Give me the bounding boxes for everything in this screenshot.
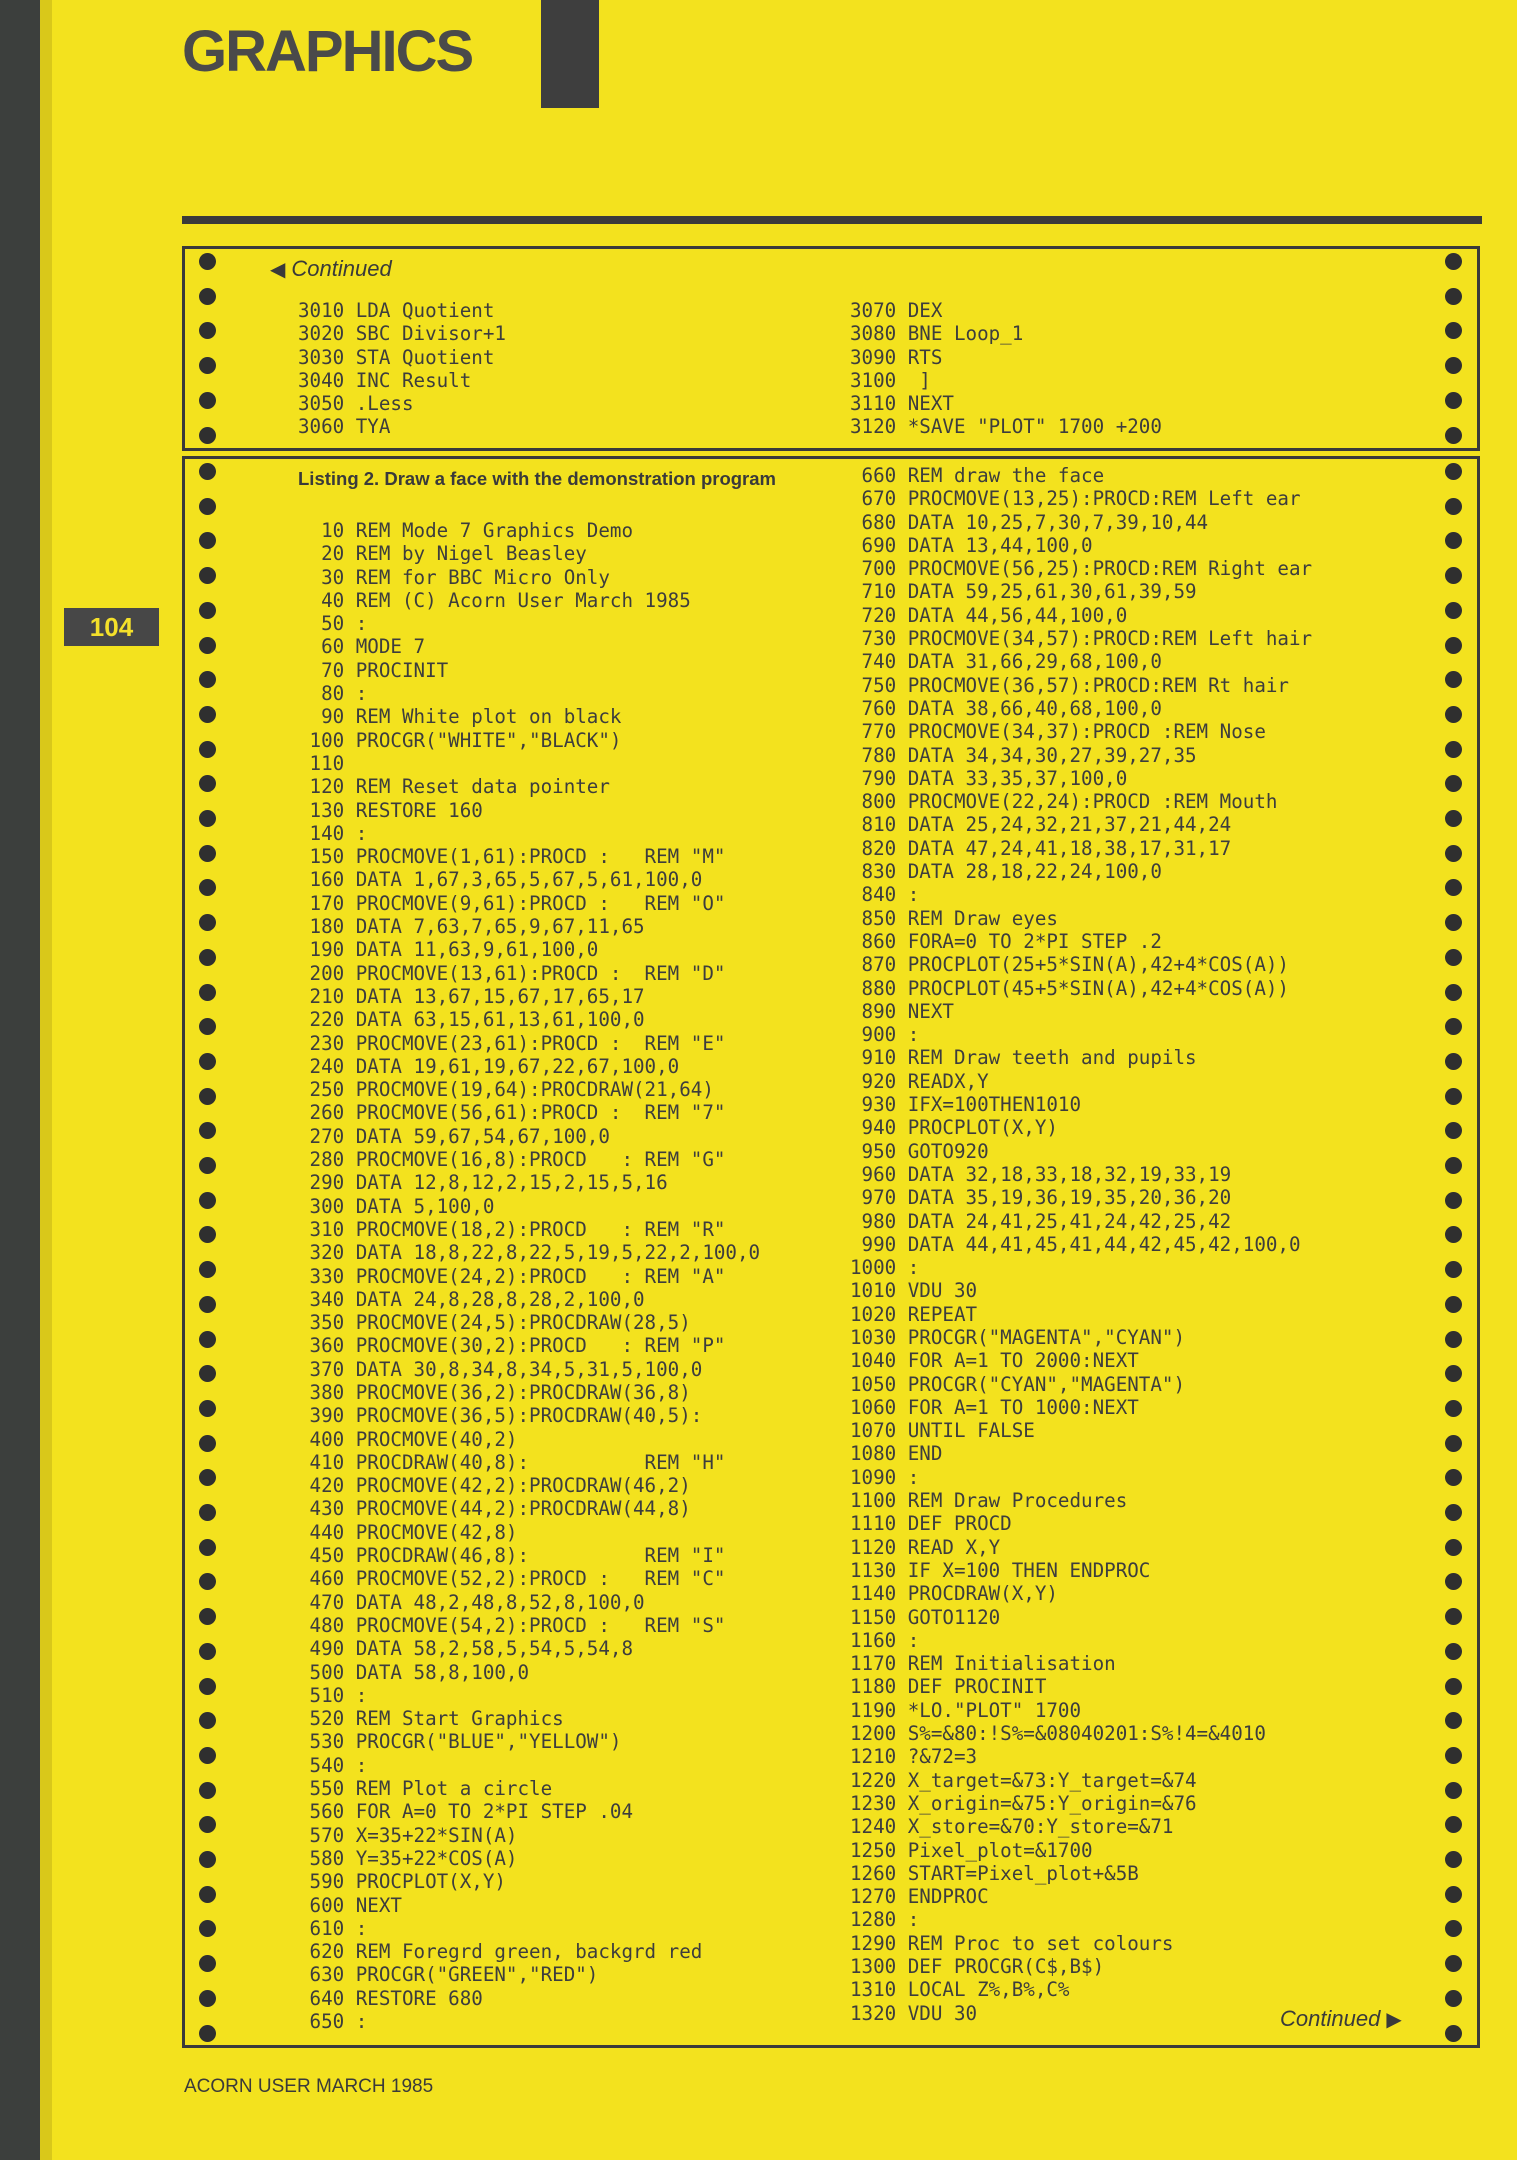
code-line: 210 DATA 13,67,15,67,17,65,17 — [298, 984, 645, 1008]
code-line: 1130 IF X=100 THEN ENDPROC — [850, 1558, 1151, 1582]
code-line: 20 REM by Nigel Beasley — [298, 542, 587, 566]
code-line: 530 PROCGR("BLUE","YELLOW") — [298, 1730, 622, 1754]
code-line: 280 PROCMOVE(16,8):PROCD : REM "G" — [298, 1148, 726, 1172]
sprocket-hole — [199, 914, 216, 931]
continued-from-previous: ◀ Continued — [270, 256, 392, 281]
code-line: 1320 VDU 30 — [850, 2001, 978, 2025]
sprocket-hole — [1445, 463, 1462, 480]
code-line: 480 PROCMOVE(54,2):PROCD : REM "S" — [298, 1613, 726, 1637]
sprocket-hole — [1445, 1261, 1462, 1278]
code-line: 380 PROCMOVE(36,2):PROCDRAW(36,8) — [298, 1380, 691, 1404]
code-line: 1150 GOTO1120 — [850, 1605, 1001, 1629]
sprocket-hole — [1445, 1018, 1462, 1035]
code-line: 330 PROCMOVE(24,2):PROCD : REM "A" — [298, 1264, 726, 1288]
code-line: 3100 ] — [850, 368, 931, 392]
code-line: 1170 REM Initialisation — [850, 1652, 1116, 1676]
sprocket-hole — [1445, 845, 1462, 862]
code-line: 800 PROCMOVE(22,24):PROCD :REM Mouth — [850, 790, 1278, 814]
sprocket-hole — [199, 775, 216, 792]
sprocket-hole — [1445, 1539, 1462, 1556]
sprocket-hole — [1445, 288, 1462, 305]
sprocket-hole — [199, 949, 216, 966]
sprocket-hole — [1445, 637, 1462, 654]
sprocket-hole — [199, 567, 216, 584]
code-line: 250 PROCMOVE(19,64):PROCDRAW(21,64) — [298, 1078, 714, 1102]
code-line: 360 PROCMOVE(30,2):PROCD : REM "P" — [298, 1334, 726, 1358]
code-line: 390 PROCMOVE(36,5):PROCDRAW(40,5): — [298, 1404, 703, 1428]
sprocket-hole — [1445, 1608, 1462, 1625]
sprocket-hole — [199, 392, 216, 409]
sprocket-hole — [199, 463, 216, 480]
code-line: 1060 FOR A=1 TO 1000:NEXT — [850, 1395, 1139, 1419]
sprocket-hole — [1445, 1816, 1462, 1833]
sprocket-hole — [199, 1712, 216, 1729]
code-line: 400 PROCMOVE(40,2) — [298, 1427, 518, 1451]
code-line: 890 NEXT — [850, 999, 954, 1023]
sprocket-hole — [1445, 1851, 1462, 1868]
sprocket-hole — [199, 427, 216, 444]
sprocket-hole — [199, 2025, 216, 2042]
code-line: 310 PROCMOVE(18,2):PROCD : REM "R" — [298, 1217, 726, 1241]
code-line: 690 DATA 13,44,100,0 — [850, 533, 1093, 557]
code-line: 600 NEXT — [298, 1893, 402, 1917]
code-line: 1020 REPEAT — [850, 1302, 978, 1326]
sprocket-hole — [1445, 671, 1462, 688]
code-line: 140 : — [298, 821, 368, 845]
sprocket-hole — [199, 741, 216, 758]
code-line: 150 PROCMOVE(1,61):PROCD : REM "M" — [298, 845, 726, 869]
sprocket-hole — [199, 1816, 216, 1833]
code-line: 1000 : — [850, 1256, 920, 1280]
code-line: 290 DATA 12,8,12,2,15,2,15,5,16 — [298, 1171, 668, 1195]
code-line: 80 : — [298, 682, 368, 706]
sprocket-hole — [199, 1296, 216, 1313]
sprocket-hole — [199, 1157, 216, 1174]
code-line: 230 PROCMOVE(23,61):PROCD : REM "E" — [298, 1031, 726, 1055]
code-line: 370 DATA 30,8,34,8,34,5,31,5,100,0 — [298, 1357, 703, 1381]
code-line: 900 : — [850, 1023, 920, 1047]
sprocket-hole — [1445, 1678, 1462, 1695]
code-line: 660 REM draw the face — [850, 464, 1105, 487]
code-line: 680 DATA 10,25,7,30,7,39,10,44 — [850, 510, 1209, 534]
code-column-left — [298, 519, 760, 2033]
sprocket-hole — [1445, 532, 1462, 549]
sprocket-hole — [199, 1435, 216, 1452]
code-line: 3070 DEX — [850, 299, 943, 322]
code-line: 560 FOR A=0 TO 2*PI STEP .04 — [298, 1800, 634, 1824]
code-line: 240 DATA 19,61,19,67,22,67,100,0 — [298, 1054, 680, 1078]
sprocket-hole — [1445, 1226, 1462, 1243]
code-line: 1250 Pixel_plot=&1700 — [850, 1838, 1093, 1862]
code-line: 70 PROCINIT — [298, 658, 449, 682]
code-line: 710 DATA 59,25,61,30,61,39,59 — [850, 580, 1197, 604]
code-line: 90 REM White plot on black — [298, 705, 622, 729]
sprocket-hole — [199, 1608, 216, 1625]
code-line: 3080 BNE Loop_1 — [850, 322, 1024, 346]
code-line: 100 PROCGR("WHITE","BLACK") — [298, 728, 622, 752]
header-rule — [182, 216, 1482, 224]
code-line: 3120 *SAVE "PLOT" 1700 +200 — [850, 415, 1162, 439]
sprocket-holes-left — [199, 459, 219, 2045]
sprocket-hole — [199, 1851, 216, 1868]
code-line: 1070 UNTIL FALSE — [850, 1419, 1035, 1443]
code-line: 960 DATA 32,18,33,18,32,19,33,19 — [850, 1162, 1232, 1186]
code-line: 260 PROCMOVE(56,61):PROCD : REM "7" — [298, 1101, 726, 1125]
code-line: 3060 TYA — [298, 415, 391, 439]
code-line: 340 DATA 24,8,28,8,28,2,100,0 — [298, 1287, 645, 1311]
code-line: 1220 X_target=&73:Y_target=&74 — [850, 1768, 1197, 1792]
code-line: 1200 S%=&80:!S%=&08040201:S%!4=&4010 — [850, 1722, 1266, 1746]
code-line: 60 MODE 7 — [298, 635, 426, 659]
sprocket-hole — [199, 1573, 216, 1590]
code-line: 40 REM (C) Acorn User March 1985 — [298, 588, 691, 612]
code-line: 410 PROCDRAW(40,8): REM "H" — [298, 1450, 726, 1474]
sprocket-hole — [1445, 1331, 1462, 1348]
sprocket-hole — [1445, 1400, 1462, 1417]
sprocket-hole — [199, 532, 216, 549]
code-line: 810 DATA 25,24,32,21,37,21,44,24 — [850, 813, 1232, 837]
sprocket-holes-right — [1445, 459, 1465, 2045]
code-line: 3050 .Less — [298, 392, 414, 416]
code-line: 460 PROCMOVE(52,2):PROCD : REM "C" — [298, 1567, 726, 1591]
sprocket-hole — [199, 1643, 216, 1660]
sprocket-hole — [1445, 741, 1462, 758]
code-line: 520 REM Start Graphics — [298, 1707, 564, 1731]
code-line: 1090 : — [850, 1465, 920, 1489]
sprocket-hole — [199, 288, 216, 305]
listing-title: Listing 2. Draw a face with the demonstration program — [298, 468, 776, 489]
sprocket-hole — [199, 1192, 216, 1209]
code-line: 1040 FOR A=1 TO 2000:NEXT — [850, 1349, 1139, 1373]
code-line: 190 DATA 11,63,9,61,100,0 — [298, 938, 599, 962]
sprocket-hole — [1445, 322, 1462, 339]
sprocket-hole — [199, 1400, 216, 1417]
sprocket-hole — [1445, 1365, 1462, 1382]
sprocket-hole — [1445, 1157, 1462, 1174]
code-line: 440 PROCMOVE(42,8) — [298, 1520, 518, 1544]
code-line: 160 DATA 1,67,3,65,5,67,5,61,100,0 — [298, 868, 703, 892]
code-column-right — [850, 464, 1312, 2025]
right-arrow-icon: ▶ — [1386, 2009, 1402, 2031]
sprocket-hole — [199, 1990, 216, 2007]
sprocket-hole — [1445, 1192, 1462, 1209]
code-line: 610 : — [298, 1916, 368, 1940]
code-line: 200 PROCMOVE(13,61):PROCD : REM "D" — [298, 961, 726, 985]
code-line: 1300 DEF PROCGR(C$,B$) — [850, 1955, 1105, 1978]
code-line: 220 DATA 63,15,61,13,61,100,0 — [298, 1008, 645, 1032]
code-line: 110 — [298, 751, 345, 775]
code-line: 270 DATA 59,67,54,67,100,0 — [298, 1124, 610, 1148]
sprocket-hole — [1445, 1886, 1462, 1903]
sprocket-hole — [199, 1088, 216, 1105]
code-line: 920 READX,Y — [850, 1069, 989, 1093]
sprocket-holes-right — [1445, 249, 1465, 448]
code-line: 1240 X_store=&70:Y_store=&71 — [850, 1815, 1174, 1839]
sprocket-hole — [199, 1261, 216, 1278]
code-line: 910 REM Draw teeth and pupils — [850, 1046, 1197, 1070]
code-line: 760 DATA 38,66,40,68,100,0 — [850, 696, 1162, 720]
code-line: 670 PROCMOVE(13,25):PROCD:REM Left ear — [850, 487, 1301, 511]
header-block — [541, 0, 599, 108]
code-line: 1230 X_origin=&75:Y_origin=&76 — [850, 1791, 1197, 1815]
sprocket-hole — [1445, 1573, 1462, 1590]
code-line: 10 REM Mode 7 Graphics Demo — [298, 519, 634, 542]
sprocket-hole — [199, 1886, 216, 1903]
code-line: 50 : — [298, 612, 368, 636]
sprocket-hole — [199, 1539, 216, 1556]
code-line: 1010 VDU 30 — [850, 1279, 978, 1303]
sprocket-hole — [1445, 949, 1462, 966]
sprocket-hole — [199, 984, 216, 1001]
code-line: 120 REM Reset data pointer — [298, 775, 610, 799]
code-line: 640 RESTORE 680 — [298, 1986, 483, 2010]
sprocket-hole — [1445, 498, 1462, 515]
code-line: 550 REM Plot a circle — [298, 1777, 553, 1801]
code-line: 590 PROCPLOT(X,Y) — [298, 1870, 506, 1894]
sprocket-hole — [1445, 984, 1462, 1001]
sprocket-hole — [1445, 1088, 1462, 1105]
footer-issue: ACORN USER MARCH 1985 — [184, 2076, 434, 2097]
sprocket-holes-left — [199, 249, 219, 448]
code-line: 870 PROCPLOT(25+5*SIN(A),42+4*COS(A)) — [850, 953, 1289, 977]
code-line: 3020 SBC Divisor+1 — [298, 322, 506, 346]
sprocket-hole — [199, 1469, 216, 1486]
sprocket-hole — [1445, 1504, 1462, 1521]
code-column-top-left — [298, 299, 506, 439]
sprocket-hole — [1445, 602, 1462, 619]
sprocket-hole — [1445, 810, 1462, 827]
code-line: 420 PROCMOVE(42,2):PROCDRAW(46,2) — [298, 1474, 691, 1498]
code-line: 1160 : — [850, 1628, 920, 1652]
code-line: 1050 PROCGR("CYAN","MAGENTA") — [850, 1372, 1186, 1396]
sprocket-hole — [1445, 1920, 1462, 1937]
sprocket-hole — [199, 1955, 216, 1972]
sprocket-hole — [199, 1920, 216, 1937]
code-line: 30 REM for BBC Micro Only — [298, 565, 610, 589]
code-line: 970 DATA 35,19,36,19,35,20,36,20 — [850, 1186, 1232, 1210]
sprocket-hole — [1445, 253, 1462, 270]
code-line: 1110 DEF PROCD — [850, 1512, 1012, 1536]
page-number: 104 — [64, 608, 159, 646]
code-line: 3030 STA Quotient — [298, 345, 495, 369]
code-line: 510 : — [298, 1683, 368, 1707]
sprocket-hole — [199, 1678, 216, 1695]
sprocket-hole — [1445, 1122, 1462, 1139]
code-line: 860 FORA=0 TO 2*PI STEP .2 — [850, 929, 1162, 953]
code-line: 430 PROCMOVE(44,2):PROCDRAW(44,8) — [298, 1497, 691, 1521]
code-line: 450 PROCDRAW(46,8): REM "I" — [298, 1544, 726, 1568]
sprocket-hole — [199, 879, 216, 896]
sprocket-hole — [199, 810, 216, 827]
code-line: 130 RESTORE 160 — [298, 798, 483, 822]
sprocket-hole — [199, 1053, 216, 1070]
sprocket-hole — [1445, 1990, 1462, 2007]
code-line: 1210 ?&72=3 — [850, 1745, 978, 1769]
code-line: 1260 START=Pixel_plot+&5B — [850, 1861, 1139, 1885]
code-line: 490 DATA 58,2,58,5,54,5,54,8 — [298, 1637, 634, 1661]
code-line: 780 DATA 34,34,30,27,39,27,35 — [850, 743, 1197, 767]
code-line: 880 PROCPLOT(45+5*SIN(A),42+4*COS(A)) — [850, 976, 1289, 1000]
code-line: 1120 READ X,Y — [850, 1535, 1001, 1559]
code-line: 1140 PROCDRAW(X,Y) — [850, 1582, 1058, 1606]
sprocket-hole — [1445, 567, 1462, 584]
sprocket-hole — [1445, 392, 1462, 409]
sprocket-hole — [1445, 427, 1462, 444]
left-arrow-icon: ◀ — [270, 259, 286, 281]
code-line: 500 DATA 58,8,100,0 — [298, 1660, 530, 1684]
code-line: 350 PROCMOVE(24,5):PROCDRAW(28,5) — [298, 1311, 691, 1335]
code-line: 650 : — [298, 2010, 368, 2033]
sprocket-hole — [199, 1018, 216, 1035]
code-line: 570 X=35+22*SIN(A) — [298, 1823, 518, 1847]
code-line: 320 DATA 18,8,22,8,22,5,19,5,22,2,100,0 — [298, 1241, 761, 1265]
code-line: 1290 REM Proc to set colours — [850, 1931, 1174, 1955]
code-line: 580 Y=35+22*COS(A) — [298, 1846, 518, 1870]
sprocket-hole — [199, 322, 216, 339]
code-line: 170 PROCMOVE(9,61):PROCD : REM "O" — [298, 891, 726, 915]
sprocket-hole — [1445, 1782, 1462, 1799]
sprocket-hole — [199, 1747, 216, 1764]
code-line: 700 PROCMOVE(56,25):PROCD:REM Right ear — [850, 557, 1313, 581]
sprocket-hole — [1445, 1955, 1462, 1972]
sprocket-hole — [1445, 775, 1462, 792]
sprocket-hole — [1445, 1053, 1462, 1070]
sprocket-hole — [199, 706, 216, 723]
code-line: 750 PROCMOVE(36,57):PROCD:REM Rt hair — [850, 673, 1289, 697]
code-line: 770 PROCMOVE(34,37):PROCD :REM Nose — [850, 720, 1266, 744]
sprocket-hole — [199, 1365, 216, 1382]
continued-next: Continued ▶ — [1280, 2006, 1402, 2031]
sprocket-hole — [1445, 1469, 1462, 1486]
code-line: 1100 REM Draw Procedures — [850, 1489, 1128, 1513]
code-line: 1030 PROCGR("MAGENTA","CYAN") — [850, 1325, 1186, 1349]
code-line: 850 REM Draw eyes — [850, 906, 1058, 930]
sprocket-hole — [199, 1504, 216, 1521]
code-line: 950 GOTO920 — [850, 1139, 989, 1163]
code-line: 180 DATA 7,63,7,65,9,67,11,65 — [298, 915, 645, 939]
code-line: 830 DATA 28,18,22,24,100,0 — [850, 860, 1162, 884]
code-line: 1280 : — [850, 1908, 920, 1932]
code-line: 730 PROCMOVE(34,57):PROCD:REM Left hair — [850, 627, 1313, 651]
sprocket-hole — [199, 637, 216, 654]
code-line: 740 DATA 31,66,29,68,100,0 — [850, 650, 1162, 674]
code-line: 470 DATA 48,2,48,8,52,8,100,0 — [298, 1590, 645, 1614]
sprocket-hole — [199, 671, 216, 688]
sprocket-hole — [199, 845, 216, 862]
code-line: 3110 NEXT — [850, 392, 954, 416]
sprocket-hole — [1445, 2025, 1462, 2042]
code-line: 930 IFX=100THEN1010 — [850, 1093, 1082, 1117]
code-line: 1080 END — [850, 1442, 943, 1466]
page-edge — [40, 0, 52, 2160]
sprocket-hole — [1445, 1712, 1462, 1729]
sprocket-hole — [199, 357, 216, 374]
code-line: 1190 *LO."PLOT" 1700 — [850, 1698, 1082, 1722]
code-line: 790 DATA 33,35,37,100,0 — [850, 766, 1128, 790]
sprocket-hole — [199, 1782, 216, 1799]
code-column-top-right — [850, 299, 1162, 439]
code-line: 940 PROCPLOT(X,Y) — [850, 1116, 1058, 1140]
sprocket-hole — [1445, 1296, 1462, 1313]
sprocket-hole — [1445, 1747, 1462, 1764]
code-line: 540 : — [298, 1753, 368, 1777]
sprocket-hole — [1445, 1435, 1462, 1452]
sprocket-hole — [199, 1331, 216, 1348]
sprocket-hole — [199, 602, 216, 619]
sprocket-hole — [1445, 357, 1462, 374]
sprocket-hole — [1445, 706, 1462, 723]
code-line: 840 : — [850, 883, 920, 907]
section-title: GRAPHICS — [182, 19, 473, 84]
code-line: 3090 RTS — [850, 345, 943, 369]
code-line: 980 DATA 24,41,25,41,24,42,25,42 — [850, 1209, 1232, 1233]
sprocket-hole — [1445, 914, 1462, 931]
sprocket-hole — [199, 1122, 216, 1139]
sprocket-hole — [199, 253, 216, 270]
code-line: 990 DATA 44,41,45,41,44,42,45,42,100,0 — [850, 1232, 1301, 1256]
code-line: 820 DATA 47,24,41,18,38,17,31,17 — [850, 836, 1232, 860]
code-line: 300 DATA 5,100,0 — [298, 1194, 495, 1218]
code-line: 1270 ENDPROC — [850, 1885, 989, 1909]
sprocket-hole — [199, 498, 216, 515]
code-line: 3010 LDA Quotient — [298, 299, 495, 322]
code-line: 620 REM Foregrd green, backgrd red — [298, 1940, 703, 1964]
binding-spine — [0, 0, 40, 2160]
sprocket-hole — [199, 1226, 216, 1243]
code-line: 630 PROCGR("GREEN","RED") — [298, 1963, 599, 1987]
code-line: 1310 LOCAL Z%,B%,C% — [850, 1978, 1070, 2002]
sprocket-hole — [1445, 879, 1462, 896]
code-line: 720 DATA 44,56,44,100,0 — [850, 603, 1128, 627]
code-line: 1180 DEF PROCINIT — [850, 1675, 1047, 1699]
sprocket-hole — [1445, 1643, 1462, 1660]
code-line: 3040 INC Result — [298, 368, 472, 392]
